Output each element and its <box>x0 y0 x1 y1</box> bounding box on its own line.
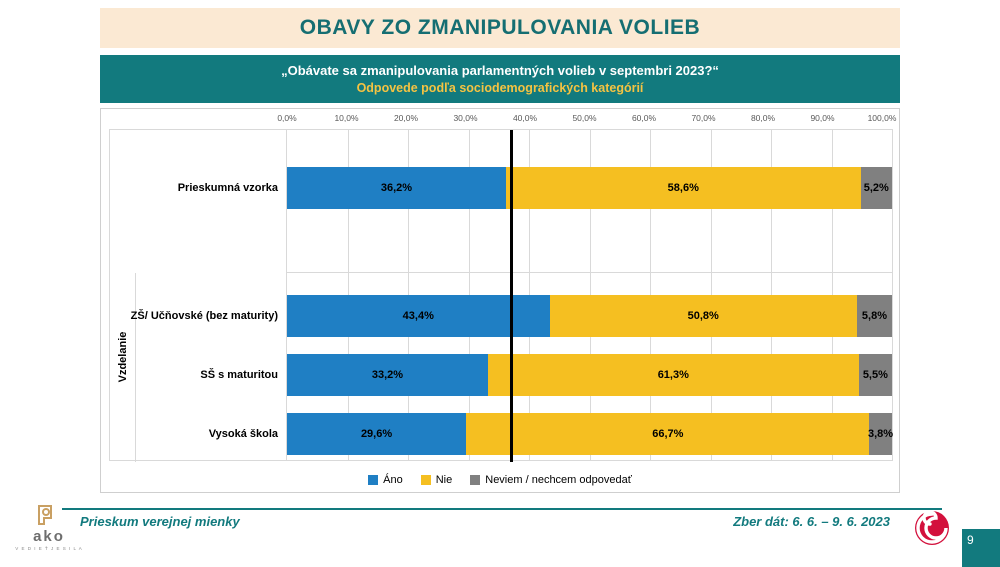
chart-question: „Obávate sa zmanipulovania parlamentných volieb v septembri 2023?“ <box>281 63 719 78</box>
x-tick-8: 80,0% <box>750 113 776 123</box>
plot-area <box>109 129 893 461</box>
chart-subtitle: Odpovede podľa sociodemografických kategórií <box>356 81 644 95</box>
footer-left-text: Prieskum verejnej mienky <box>80 514 240 529</box>
legend-item-ano[interactable] <box>368 474 403 486</box>
group-axis-label: Vzdelanie <box>117 331 129 383</box>
bar-segment-ano[interactable]: 33,2% <box>287 354 488 396</box>
bar-segment-ano[interactable]: 36,2% <box>287 167 506 209</box>
chart-legend <box>101 474 899 486</box>
x-tick-9: 90,0% <box>810 113 835 123</box>
bar-row <box>287 354 892 396</box>
ako-mark-icon <box>36 503 62 527</box>
category-label-1: ZŠ/ Učňovské (bez maturity) <box>130 310 278 322</box>
x-tick-4: 40,0% <box>512 113 538 123</box>
footer-divider <box>62 508 942 510</box>
category-label-0: Prieskumná vzorka <box>177 182 278 194</box>
page-title: OBAVY ZO ZMANIPULOVANIA VOLIEB <box>299 16 701 39</box>
bar-segment-nie[interactable]: 58,6% <box>506 167 861 209</box>
legend-label-ano: Áno <box>383 474 403 486</box>
spiral-logo <box>912 508 952 553</box>
ako-logo-word: ako <box>33 528 65 545</box>
bar-segment-ano[interactable]: 29,6% <box>287 413 466 455</box>
bar-segment-ano[interactable]: 43,4% <box>287 295 550 337</box>
bar-segment-neviem[interactable]: 5,5% <box>859 354 892 396</box>
category-label-2: SŠ s maturitou <box>200 369 278 381</box>
x-tick-6: 60,0% <box>631 113 657 123</box>
legend-label-nie: Nie <box>435 474 453 486</box>
ako-logo <box>14 498 84 556</box>
bar-segment-nie[interactable]: 50,8% <box>550 295 857 337</box>
legend-item-neviem[interactable] <box>470 474 632 486</box>
bar-segment-nie[interactable]: 61,3% <box>488 354 859 396</box>
group-separator <box>287 272 892 273</box>
x-tick-10: 100,0% <box>867 113 897 123</box>
x-tick-7: 70,0% <box>691 113 716 123</box>
category-label-3: Vysoká škola <box>208 428 278 440</box>
x-tick-3: 30,0% <box>453 113 478 123</box>
bar-row <box>287 413 892 455</box>
x-tick-2: 20,0% <box>393 113 419 123</box>
x-tick-1: 10,0% <box>334 113 359 123</box>
legend-swatch-icon <box>470 475 480 485</box>
legend-swatch-icon <box>368 475 378 485</box>
reference-line <box>510 130 513 462</box>
legend-swatch-icon <box>421 475 431 485</box>
bar-row <box>287 167 892 209</box>
bar-segment-neviem[interactable]: 5,8% <box>857 295 892 337</box>
x-tick-0: 0,0% <box>277 113 297 123</box>
x-axis-tick-labels <box>277 113 897 127</box>
bar-segment-neviem[interactable]: 5,2% <box>861 167 892 209</box>
category-axis <box>109 129 287 461</box>
legend-item-nie[interactable] <box>421 474 453 486</box>
subtitle-banner <box>100 55 900 103</box>
x-tick-5: 50,0% <box>572 113 597 123</box>
title-banner <box>100 8 900 48</box>
footer-date-text: Zber dát: 6. 6. – 9. 6. 2023 <box>733 514 890 529</box>
bar-segment-neviem[interactable]: 3,8% <box>869 413 892 455</box>
ako-logo-tagline: V E D I E Ť J E S I L A <box>15 546 83 551</box>
legend-label-neviem: Neviem / nechcem odpovedať <box>485 474 632 486</box>
bar-segment-nie[interactable]: 66,7% <box>466 413 870 455</box>
page-number: 9 <box>962 529 1000 567</box>
grid-area <box>287 129 893 461</box>
chart-panel <box>100 108 900 493</box>
spiral-icon <box>912 508 952 548</box>
bar-row <box>287 295 892 337</box>
